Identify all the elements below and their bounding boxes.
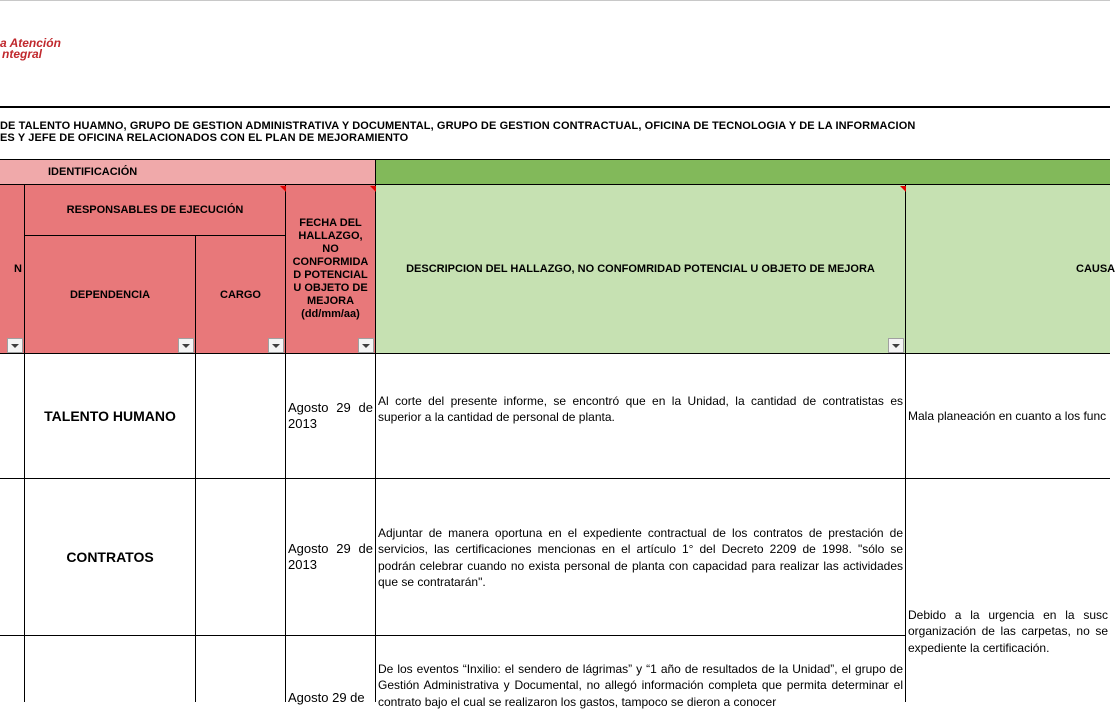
responsables-header[interactable]: RESPONSABLES DE EJECUCIÓN	[25, 185, 286, 236]
row-3-descripcion-text: De los eventos “Inxilio: el sendero de lágrimas” y “1 año de resultados de la Unidad”, el grupo de Gestión Administrativa y Documental, no allegó información completa que permita determinar el contrato bajo el cual se realizaron los gastos, tampoco se dieron a conocer	[378, 662, 903, 709]
row-3-fecha[interactable]	[286, 636, 376, 705]
filter-dropdown-button[interactable]	[888, 338, 904, 353]
sheet-top-border	[0, 0, 1110, 1]
row-1-descripcion[interactable]	[376, 354, 906, 479]
logo-line-2: ntegral	[2, 47, 43, 61]
logo-line-1: a Atención	[0, 36, 61, 50]
causa-header[interactable]: CAUSA	[906, 185, 1110, 354]
row-1-fecha[interactable]	[286, 354, 376, 479]
filter-dropdown-button[interactable]	[358, 338, 374, 353]
table-cell[interactable]	[0, 636, 25, 702]
row-1-dependencia[interactable]: TALENTO HUMANO	[25, 354, 196, 479]
row-1-causa-text: Mala planeación en cuanto a los func	[908, 408, 1107, 423]
table-cell[interactable]	[0, 354, 25, 479]
filter-dropdown-button[interactable]	[178, 338, 194, 353]
row-2-causa[interactable]	[906, 479, 1110, 702]
row-1-cargo[interactable]	[196, 354, 286, 479]
fecha-header-format: (dd/mm/aa)	[301, 308, 360, 320]
subtitle-line-2: ES Y JEFE DE OFICINA RELACIONADOS CON EL PLAN DE MEJORAMIENTO	[0, 132, 409, 144]
filter-dropdown-button[interactable]	[268, 338, 284, 353]
row-2-fecha-text: Agosto 29 de 2013	[288, 540, 373, 572]
row-1-causa[interactable]	[906, 354, 1110, 479]
filter-dropdown-button[interactable]	[7, 338, 23, 353]
comment-indicator[interactable]	[370, 186, 376, 192]
column-a-header[interactable]: N	[0, 185, 25, 354]
row-1-fecha-text: Agosto 29 de 2013	[288, 399, 373, 431]
comment-indicator[interactable]	[280, 186, 286, 192]
table-cell[interactable]	[0, 479, 25, 636]
cargo-header[interactable]: CARGO	[196, 236, 286, 354]
green-section-header[interactable]	[376, 159, 1110, 185]
row-3-descripcion[interactable]	[376, 636, 906, 709]
descripcion-header[interactable]: DESCRIPCION DEL HALLAZGO, NO CONFOMRIDAD POTENCIAL U OBJETO DE MEJORA	[376, 185, 906, 354]
row-1-descripcion-text: Al corte del presente informe, se encontró que en la Unidad, la cantidad de contratistas es superior a la cantidad de personal de planta.	[378, 394, 903, 425]
row-2-descripcion-text: Adjuntar de manera oportuna en el expediente contractual de los contratos de prestación de servicios, las certificaciones mencionas en el artículo 1° del Decreto 2209 de 1998. "sólo se podrán celebrar cuando no exista personal de planta con capacidad para realizar las actividades que se contratarán".	[378, 526, 903, 589]
fecha-header-label: FECHA DEL HALLAZGO, NO CONFORMIDA D POTENCIAL U OBJETO DE MEJORA	[292, 217, 369, 307]
row-2-causa-text: Debido a la urgencia en la susc organización de las carpetas, no se expediente la certificación.	[908, 608, 1108, 655]
row-3-fecha-text: Agosto 29 de	[288, 690, 365, 705]
row-2-fecha[interactable]	[286, 479, 376, 636]
row-2-descripcion[interactable]	[376, 479, 906, 636]
row-3-cargo[interactable]	[196, 636, 286, 702]
subtitle-line-1: DE TALENTO HUAMNO, GRUPO DE GESTION ADMINISTRATIVA Y DOCUMENTAL, GRUPO DE GESTION CONTRACTUAL, OFICINA DE TECNOLOGIA Y DE LA INFORMACION	[0, 120, 916, 132]
dependencia-header[interactable]: DEPENDENCIA	[25, 236, 196, 354]
row-3-dependencia[interactable]	[25, 636, 196, 702]
entity-logo	[0, 38, 61, 60]
comment-indicator[interactable]	[900, 186, 906, 192]
row-2-dependencia[interactable]: CONTRATOS	[25, 479, 196, 636]
fecha-header[interactable]	[286, 185, 376, 354]
row-2-cargo[interactable]	[196, 479, 286, 636]
identificacion-header[interactable]: IDENTIFICACIÓN	[0, 159, 376, 185]
header-rule	[0, 106, 1110, 108]
